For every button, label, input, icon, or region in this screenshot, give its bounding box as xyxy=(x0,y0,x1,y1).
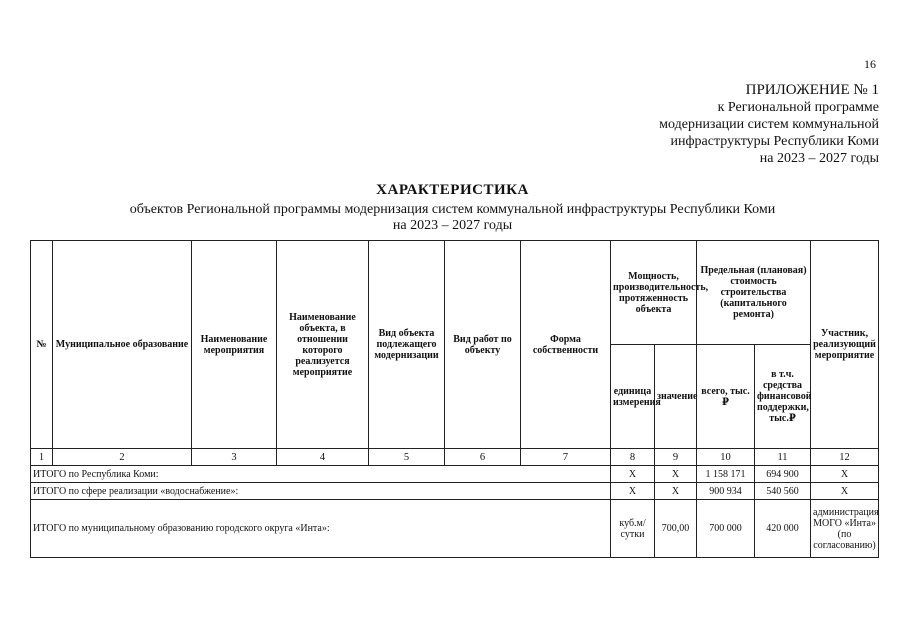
header-unit: единица измерения xyxy=(611,345,655,449)
row-incl: 420 000 xyxy=(755,500,811,558)
row-incl: 540 560 xyxy=(755,483,811,500)
column-number: 7 xyxy=(521,449,611,466)
table-row xyxy=(31,500,879,558)
column-number: 4 xyxy=(277,449,369,466)
row-value: 700,00 xyxy=(655,500,697,558)
appendix-line: на 2023 – 2027 годы xyxy=(759,151,879,166)
row-participant: Х xyxy=(811,466,879,483)
column-number: 5 xyxy=(369,449,445,466)
column-number: 6 xyxy=(445,449,521,466)
table-row xyxy=(31,483,879,500)
row-unit: Х xyxy=(611,483,655,500)
subtitle-line: объектов Региональной программы модернизация систем коммунальной инфраструктуры Республики Коми xyxy=(129,202,776,217)
column-number: 8 xyxy=(611,449,655,466)
column-number: 9 xyxy=(655,449,697,466)
row-total: 700 000 xyxy=(697,500,755,558)
row-label: ИТОГО по Республика Коми: xyxy=(31,466,611,483)
appendix-title: ПРИЛОЖЕНИЕ № 1 xyxy=(745,82,879,98)
header-participant: Участник, реализующий мероприятие xyxy=(811,241,879,449)
document-title: ХАРАКТЕРИСТИКА xyxy=(376,182,529,198)
row-value: Х xyxy=(655,483,697,500)
header-total: всего, тыс.₽ xyxy=(697,345,755,449)
row-label: ИТОГО по сфере реализации «водоснабжение»: xyxy=(31,483,611,500)
column-number: 3 xyxy=(192,449,277,466)
appendix-block xyxy=(659,82,879,167)
table-row xyxy=(31,466,879,483)
header-capacity: Мощность, производительность, протяженность объекта xyxy=(611,241,697,345)
header-ownership: Форма собственности xyxy=(521,241,611,449)
header-municipality: Муниципальное образование xyxy=(53,241,192,449)
column-number: 1 xyxy=(31,449,53,466)
column-number: 10 xyxy=(697,449,755,466)
row-unit: Х xyxy=(611,466,655,483)
row-incl: 694 900 xyxy=(755,466,811,483)
row-total: 900 934 xyxy=(697,483,755,500)
header-incl: в т.ч. средства финансовой поддержки, тыс.₽ xyxy=(755,345,811,449)
document-subtitle xyxy=(0,202,905,234)
header-event: Наименование мероприятия xyxy=(192,241,277,449)
row-label: ИТОГО по муниципальному образованию городского округа «Инта»: xyxy=(31,500,611,558)
column-number: 12 xyxy=(811,449,879,466)
column-number-row xyxy=(31,449,879,466)
characteristics-table xyxy=(30,240,879,558)
row-participant: Х xyxy=(811,483,879,500)
page-number: 16 xyxy=(864,57,876,71)
header-value: значение xyxy=(655,345,697,449)
header-object: Наименование объекта, в отношении которого реализуется мероприятие xyxy=(277,241,369,449)
row-total: 1 158 171 xyxy=(697,466,755,483)
appendix-line: модернизации систем коммунальной xyxy=(659,117,879,132)
header-cost: Предельная (плановая) стоимость строительства (капитального ремонта) xyxy=(697,241,811,345)
header-no: № xyxy=(31,241,53,449)
row-participant: администрация МОГО «Инта» (по согласованию) xyxy=(811,500,879,558)
row-value: Х xyxy=(655,466,697,483)
row-unit: куб.м/сутки xyxy=(611,500,655,558)
appendix-line: к Региональной программе xyxy=(717,100,879,115)
column-number: 11 xyxy=(755,449,811,466)
subtitle-line: на 2023 – 2027 годы xyxy=(392,218,513,233)
header-object-type: Вид объекта подлежащего модернизации xyxy=(369,241,445,449)
header-work-type: Вид работ по объекту xyxy=(445,241,521,449)
column-number: 2 xyxy=(53,449,192,466)
appendix-line: инфраструктуры Республики Коми xyxy=(670,134,879,149)
